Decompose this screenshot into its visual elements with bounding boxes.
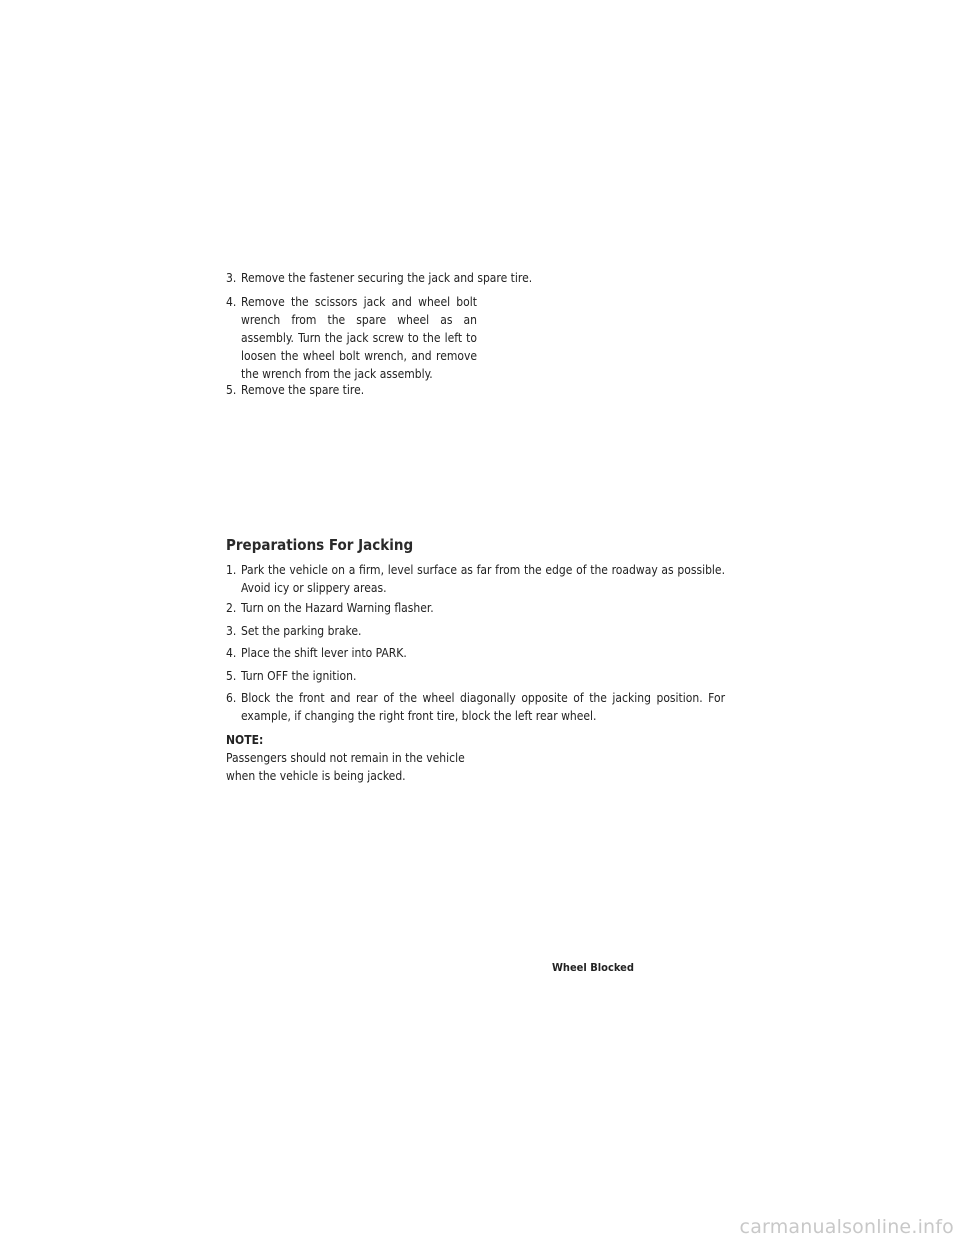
step-number: 6. <box>226 691 237 705</box>
step-number: 4. <box>226 295 237 309</box>
prep-step-5 <box>226 667 725 685</box>
step-text: Turn OFF the ignition. <box>241 669 357 683</box>
step-number: 3. <box>226 624 237 638</box>
step-number: 5. <box>226 383 237 397</box>
prep-step-1 <box>226 561 725 597</box>
prep-step-6 <box>226 689 725 725</box>
step-text: Block the front and rear of the wheel diagonally opposite of the jacking position. For example, if changing the right front tire, block the left rear wheel. <box>241 691 725 723</box>
step-text: Park the vehicle on a firm, level surface as far from the edge of the roadway as possible. Avoid icy or slippery areas. <box>241 563 725 595</box>
step-number: 4. <box>226 646 237 660</box>
step-text: Remove the scissors jack and wheel bolt wrench from the spare wheel as an assembly. Turn the jack screw to the left to loosen the wheel bolt wrench, and remove the wrench from the jack assembly. <box>241 295 477 381</box>
section-heading: Preparations For Jacking <box>226 536 414 554</box>
prep-step-4 <box>226 644 725 662</box>
step-text: Place the shift lever into PARK. <box>241 646 407 660</box>
step-text: Set the parking brake. <box>241 624 362 638</box>
step-number: 5. <box>226 669 237 683</box>
jack-step-3 <box>226 269 761 287</box>
note-label: NOTE: <box>226 733 264 747</box>
step-number: 2. <box>226 601 237 615</box>
prep-step-3 <box>226 622 725 640</box>
jack-step-4 <box>226 293 477 383</box>
step-number: 3. <box>226 271 237 285</box>
note-text: Passengers should not remain in the vehicle when the vehicle is being jacked. <box>226 751 465 783</box>
step-text: Turn on the Hazard Warning flasher. <box>241 601 434 615</box>
watermark-text: carmanualsonline.info <box>739 1216 954 1238</box>
figure-caption: Wheel Blocked <box>552 961 634 974</box>
jack-step-5 <box>226 381 541 399</box>
step-text: Remove the spare tire. <box>241 383 365 397</box>
step-text: Remove the fastener securing the jack and spare tire. <box>241 271 533 285</box>
step-number: 1. <box>226 563 237 577</box>
prep-step-2 <box>226 599 725 617</box>
